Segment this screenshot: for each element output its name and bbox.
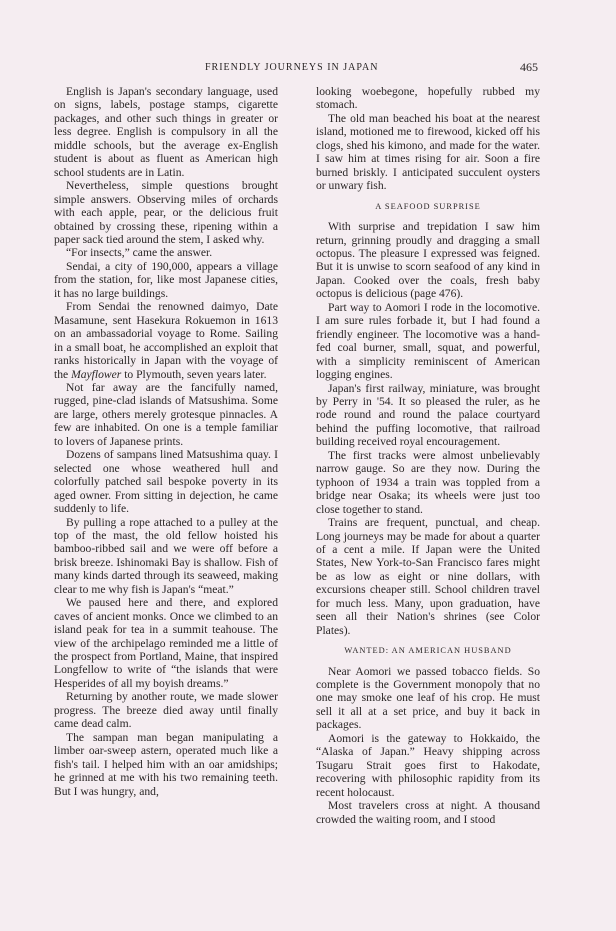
paragraph: Sendai, a city of 190,000, appears a village from the station, for, like most Japanese cities, it has no large buildings. [54,259,278,300]
paragraph-text: From Sendai the renowned daimyo, Date Masamune, sent Hasekura Rokuemon in 1613 on an ambassadorial voyage to Rome. Sailing in a small boat, he accomplished an exploit that ranks historically in Japan with the voyage of the [54,300,278,381]
section-heading: WANTED: AN AMERICAN HUSBAND [344,646,512,656]
paragraph: The first tracks were almost unbelievably narrow gauge. So are they now. During the typhoon of 1934 a train was toppled from a bridge near Osaka; its wheels were just too close together to stand. [316,448,540,516]
paragraph: With surprise and trepidation I saw him return, grinning proudly and dragging a small octopus. The pleasure I expressed was feigned. But it is unwise to scorn seafood of any kind in Japan. Cooked over the coals, fresh baby octopus is delicious (page 476). [316,220,540,301]
running-head-title: FRIENDLY JOURNEYS IN JAPAN [205,62,379,73]
paragraph: Trains are frequent, punctual, and cheap. Long journeys may be made for about a quarter of a cent a mile. If Japan were the United States, New York-to-San Francisco fares might be as low as eight or nine dollars, with excursions cheaper still. School children travel for much less. Many, upon graduation, have seen all their Nation's shrines (see Color Plates). [316,516,540,637]
paragraph: Dozens of sampans lined Matsushima quay. I selected one whose weathered hull and colorfully patched sail bespoke poverty in its aged owner. From sitting in dejection, he came suddenly to life. [54,448,278,516]
paragraph: Most travelers cross at night. A thousand crowded the waiting room, and I stood [316,799,540,826]
paragraph-text: to Plymouth, seven years later. [121,367,267,381]
paragraph: Not far away are the fancifully named, rugged, pine-clad islands of Matsushima. Some are large, others merely grotesque pinnacles. A few are inhabited. On one is a temple familiar to lovers of Japanese prints. [54,380,278,448]
paragraph: Japan's first railway, miniature, was brought by Perry in '54. It so pleased the ruler, as he rode round and round the palace courtyard behind the puffing locomotive, that railroad building received royal encouragement. [316,381,540,449]
section-heading: A SEAFOOD SURPRISE [375,201,481,211]
paragraph: The old man beached his boat at the nearest island, motioned me to firewood, kicked off his clogs, shed his kimono, and made for the water. I saw him at times rising for air. Soon a fire burned briskly. I anticipated succulent oysters or unwary fish. [316,111,540,193]
paragraph: Returning by another route, we made slower progress. The breeze died away until finally came dead calm. [54,690,278,731]
paragraph: We paused here and there, and explored caves of ancient monks. Once we climbed to an island peak for tea in a summit teahouse. The view of the archipelago reminded me a little of the prospect from Portland, Maine, that inspired Longfellow to write of “the islands that were Hesperides of all my boyish dreams.” [54,596,278,690]
paragraph [54,300,278,381]
left-column [54,85,278,798]
right-column [316,85,540,826]
page-number: 465 [520,60,538,74]
paragraph: Nevertheless, simple questions brought simple answers. Observing miles of orchards with each apple, pear, or the delicious fruit obtained by crossing these, ripening within a paper sack tied around the stem, I asked why. [54,179,278,246]
paragraph: Aomori is the gateway to Hokkaido, the “Alaska of Japan.” Heavy shipping across Tsugaru Strait goes first to Hakodate, recovering with philosophic rapidity from its recent holocaust. [316,731,540,799]
paragraph: The sampan man began manipulating a limber oar-sweep astern, operated much like a fish's tail. I helped him with an oar amidships; he grinned at me with his two remaining teeth. But I was hungry, and, [54,730,278,798]
paragraph-continued: looking woebegone, hopefully rubbed my stomach. [316,85,540,112]
ship-name: Mayflower [71,367,122,381]
paragraph: Near Aomori we passed tobacco fields. So complete is the Government monopoly that no one may smoke one leaf of his crop. He must sell it all at a set price, and buy it back in packages. [316,664,540,732]
paragraph: English is Japan's secondary language, used on signs, labels, postage stamps, cigarette packages, and other such things in greater or less degree. English is compulsory in all the middle schools, but the average ex-English student is about as fluent as American high school students are in Latin. [54,85,278,179]
paragraph: Part way to Aomori I rode in the locomotive. I am sure rules forbade it, but I had found a friendly engineer. The locomotive was a hand-fed coal burner, small, squat, and powerful, with a simplicity reminiscent of American logging engines. [316,300,540,382]
running-head [0,60,616,76]
paragraph: By pulling a rope attached to a pulley at the top of the mast, the old fellow hoisted his bamboo-ribbed sail and we were off before a brisk breeze. Ishinomaki Bay is shallow. Fish of many kinds darted through its seaweed, making clear to me why fish is Japan's “meat.” [54,515,278,596]
paragraph: “For insects,” came the answer. [66,246,213,260]
